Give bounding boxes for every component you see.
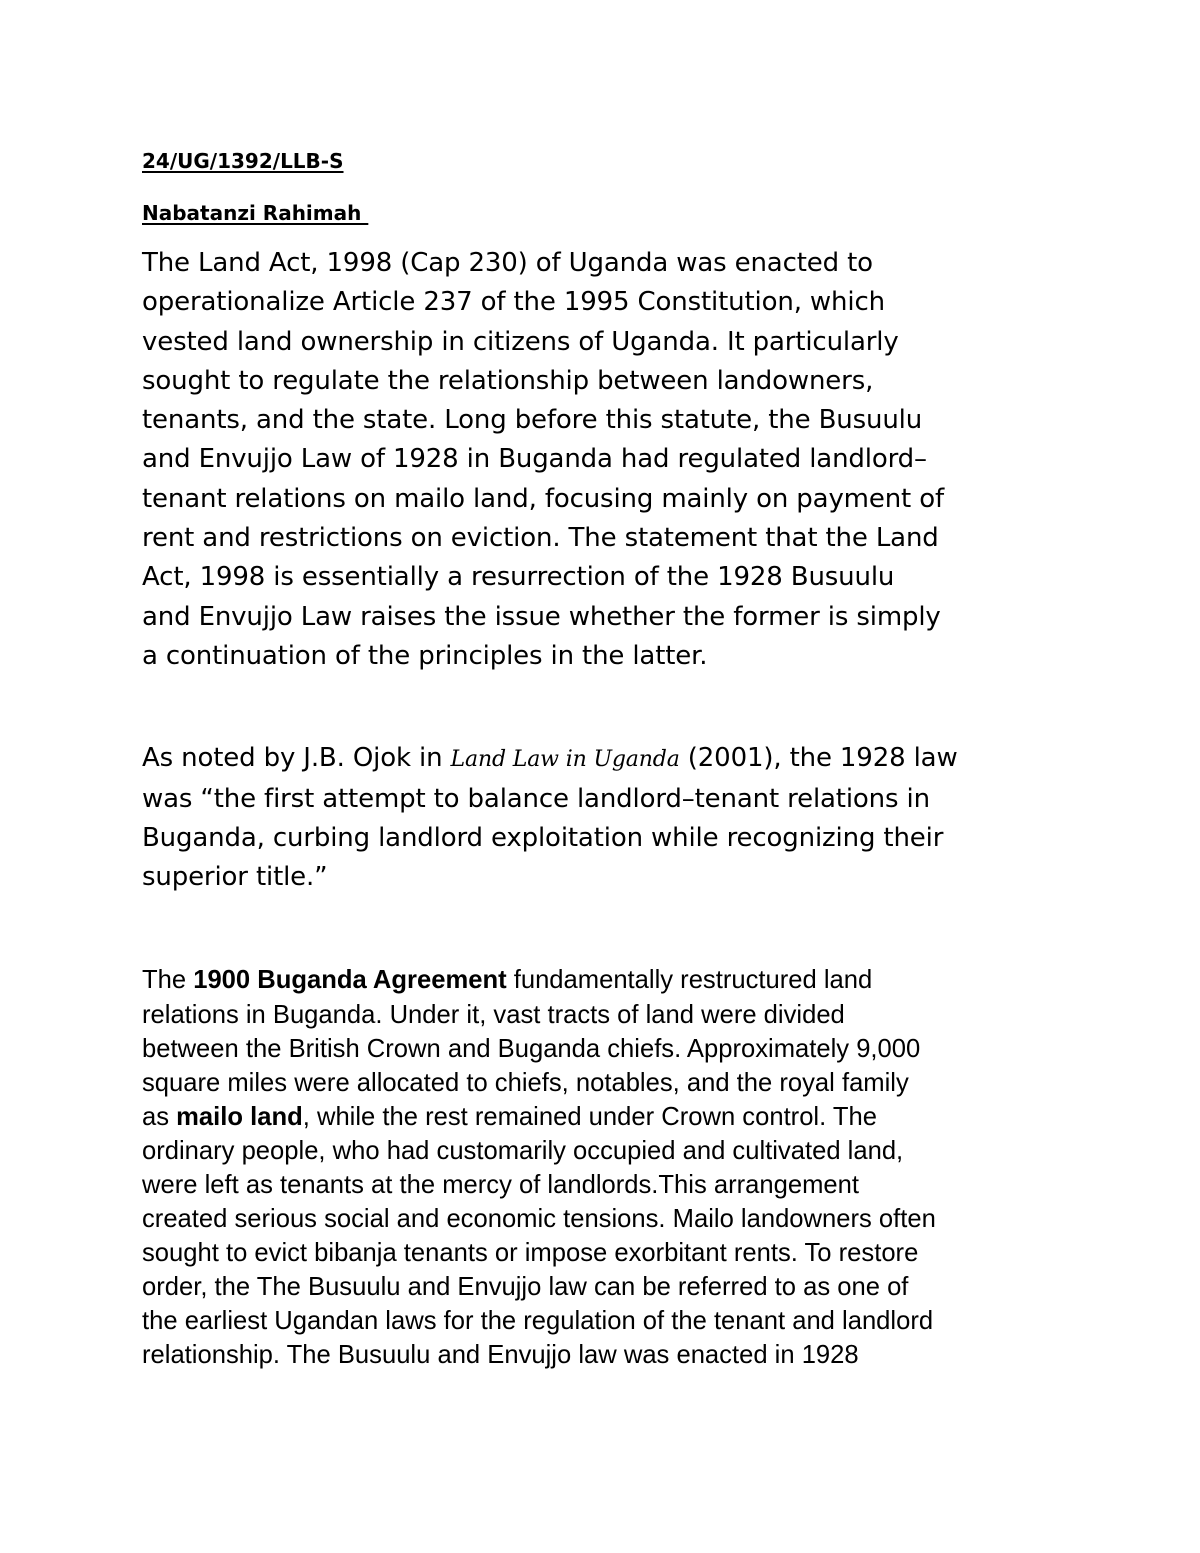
student-name: Nabatanzi Rahimah <box>142 201 369 225</box>
paragraph-line: vested land ownership in citizens of Uganda. It particularly <box>142 326 899 357</box>
paragraph-ojok-quote <box>142 739 1072 897</box>
text-run: As noted by J.B. Ojok in <box>142 743 451 774</box>
paragraph-line: tenant relations on mailo land, focusing mainly on payment of <box>142 483 944 514</box>
paragraph-line: The Land Act, 1998 (Cap 230) of Uganda was enacted to <box>142 248 873 278</box>
text-run: (2001), the 1928 law <box>679 743 958 774</box>
paragraph-line: relations in Buganda. Under it, vast tracts of land were divided <box>142 1000 845 1029</box>
paragraph-line: was “the first attempt to balance landlord–tenant relations in <box>142 783 930 814</box>
student-id: 24/UG/1392/LLB-S <box>142 149 344 173</box>
paragraph-line: were left as tenants at the mercy of landlords.This arrangement <box>142 1171 859 1200</box>
bold-term: 1900 Buganda Agreement <box>193 966 507 995</box>
text-run: as <box>142 1102 177 1131</box>
document-body <box>142 146 1072 1373</box>
paragraph-line: sought to regulate the relationship between landowners, <box>142 365 874 396</box>
paragraph-line: order, the The Busuulu and Envujjo law can be referred to as one of <box>142 1273 909 1302</box>
paragraph-line: Buganda, curbing landlord exploitation while recognizing their <box>142 822 944 853</box>
paragraph-line: relationship. The Busuulu and Envujjo law was enacted in 1928 <box>142 1341 859 1370</box>
paragraph-line: and Envujjo Law of 1928 in Buganda had regulated landlord– <box>142 444 927 475</box>
paragraph-line: tenants, and the state. Long before this statute, the Busuulu <box>142 405 923 436</box>
paragraph-land-act-intro <box>142 244 1072 676</box>
paragraph-line: a continuation of the principles in the latter. <box>142 640 708 671</box>
paragraph-line: rent and restrictions on eviction. The statement that the Land <box>142 523 939 554</box>
paragraph-line <box>142 963 1072 997</box>
paragraph-line: between the British Crown and Buganda chiefs. Approximately 9,000 <box>142 1034 921 1063</box>
text-run: , while the rest remained under Crown control. The <box>302 1102 877 1131</box>
paragraph-line: and Envujjo Law raises the issue whether the former is simply <box>142 601 941 632</box>
paragraph-line: ordinary people, who had customarily occupied and cultivated land, <box>142 1136 904 1165</box>
text-run: fundamentally restructured land <box>506 966 873 995</box>
paragraph-buganda-agreement <box>142 963 1072 1372</box>
bold-term: mailo land <box>176 1102 303 1131</box>
paragraph-spacer <box>142 897 1072 963</box>
paragraph-line <box>142 739 1072 779</box>
paragraph-line: created serious social and economic tensions. Mailo landowners often <box>142 1205 936 1234</box>
paragraph-spacer <box>142 676 1072 739</box>
paragraph-line: operationalize Article 237 of the 1995 Constitution, which <box>142 287 885 318</box>
paragraph-line: the earliest Ugandan laws for the regulation of the tenant and landlord <box>142 1307 934 1336</box>
paragraph-line: Act, 1998 is essentially a resurrection of the 1928 Busuulu <box>142 562 895 593</box>
paragraph-line: superior title.” <box>142 862 328 893</box>
paragraph-line: sought to evict bibanja tenants or impose exorbitant rents. To restore <box>142 1239 919 1268</box>
text-run: The <box>142 966 194 995</box>
book-title: Land Law in Uganda <box>450 747 680 773</box>
paragraph-line <box>142 1100 1072 1134</box>
paragraph-line: square miles were allocated to chiefs, notables, and the royal family <box>142 1068 909 1097</box>
